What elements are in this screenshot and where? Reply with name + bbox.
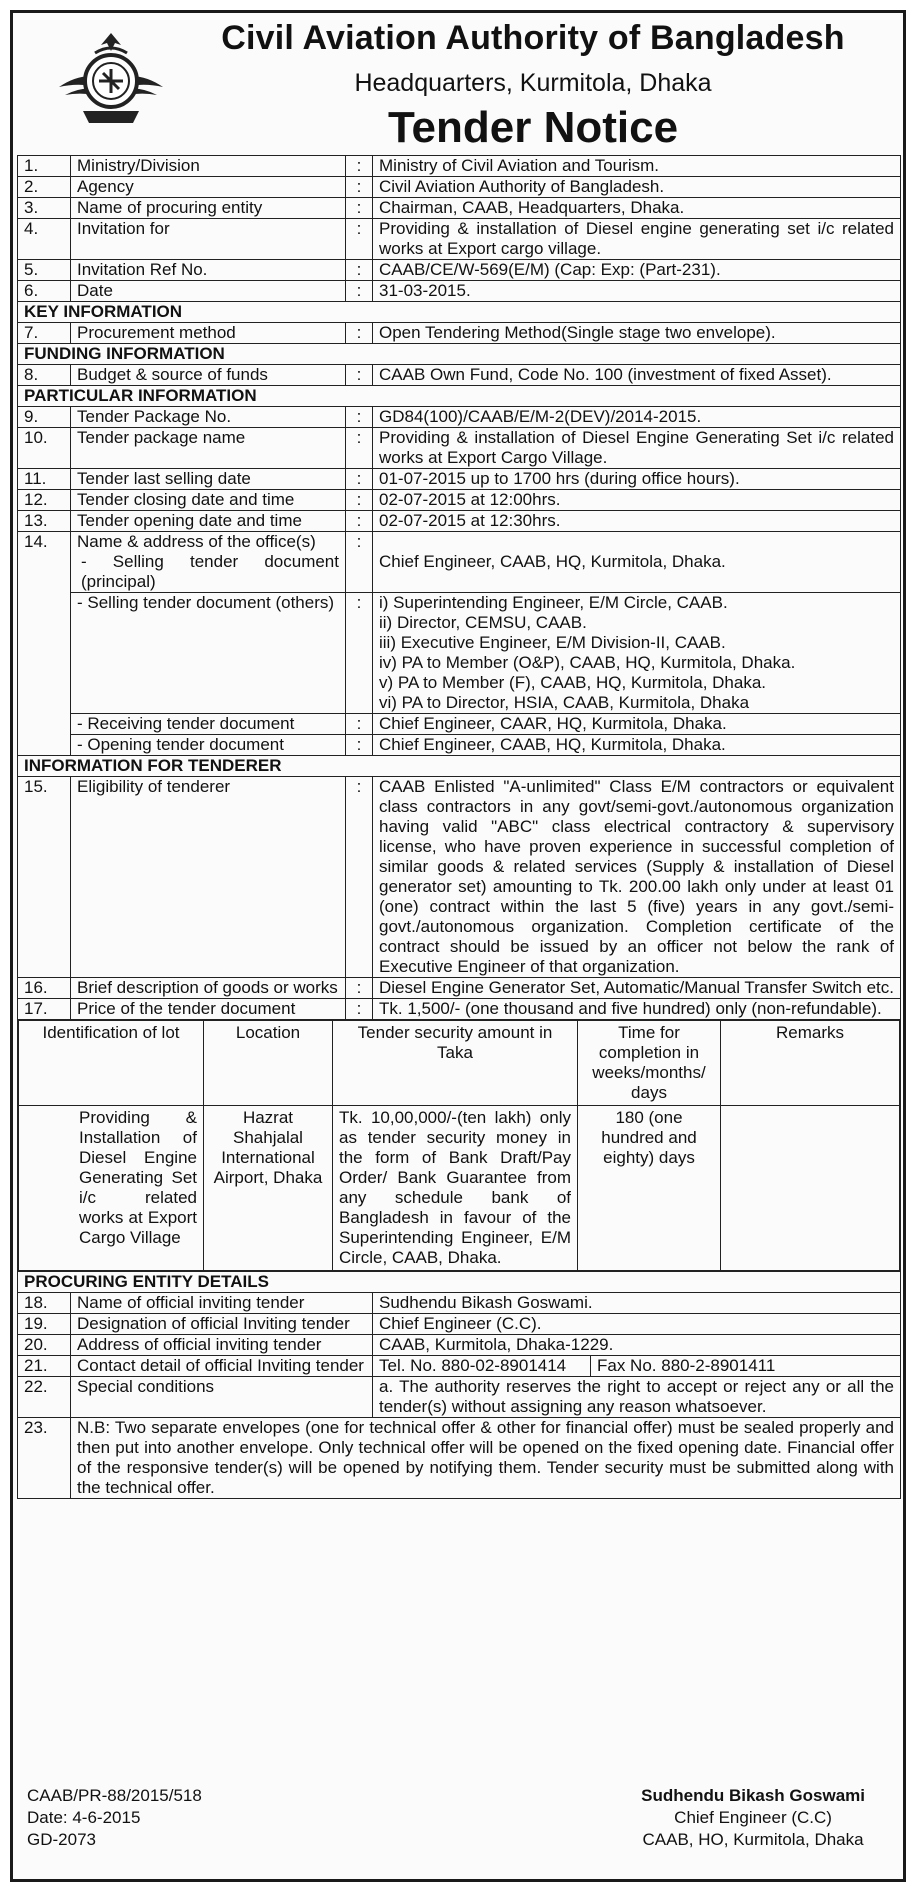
section-title: FUNDING INFORMATION	[18, 344, 901, 365]
lot-table-data-row	[19, 1106, 900, 1271]
row-label: Procurement method	[71, 323, 346, 344]
row-label: Agency	[71, 177, 346, 198]
reference-block	[27, 1785, 202, 1851]
row-value: Chief Engineer, CAAB, HQ, Kurmitola, Dhaka.	[373, 532, 901, 593]
table-row	[18, 1418, 901, 1499]
signatory-name: Sudhendu Bikash Goswami	[641, 1786, 865, 1805]
row-number: 19.	[18, 1314, 71, 1335]
row-value: Chief Engineer, CAAB, HQ, Kurmitola, Dhaka.	[373, 735, 901, 756]
list-item: vi) PA to Director, HSIA, CAAB, Kurmitola, Dhaka	[379, 693, 750, 712]
column-header: Tender security amount in Taka	[333, 1021, 578, 1106]
row-value: Open Tendering Method(Single stage two envelope).	[373, 323, 901, 344]
colon-separator: :	[346, 714, 373, 735]
table-row	[18, 1335, 901, 1356]
row-value: Ministry of Civil Aviation and Tourism.	[373, 156, 901, 177]
row-label: Tender package name	[71, 428, 346, 469]
colon-separator: :	[346, 999, 373, 1020]
table-row	[18, 999, 901, 1020]
tender-notice-page	[10, 10, 906, 1882]
lot-table-row	[18, 1020, 901, 1272]
table-row	[18, 323, 901, 344]
table-row	[18, 428, 901, 469]
nb-note: N.B: Two separate envelopes (one for technical offer & other for financial offer) must be sealed properly and then put into another envelope. Only technical offer will be opened on the fixed opening date. Financial offer of the responsive tender(s) will be opened by notifying them. Tender security must be submitted along with the technical offer.	[71, 1418, 901, 1499]
table-row	[18, 593, 901, 714]
row-label: - Opening tender document	[71, 735, 346, 756]
colon-separator: :	[346, 777, 373, 978]
column-header: Location	[204, 1021, 333, 1106]
row-label: Special conditions	[71, 1377, 373, 1418]
row-value: Chief Engineer (C.C).	[373, 1314, 901, 1335]
colon-separator: :	[346, 156, 373, 177]
row-label: Budget & source of funds	[71, 365, 346, 386]
row-label: Name of procuring entity	[71, 198, 346, 219]
row-number: 16.	[18, 978, 71, 999]
colon-separator: :	[346, 593, 373, 714]
office-address-label: Name & address of the office(s)	[77, 532, 316, 551]
table-row	[18, 407, 901, 428]
row-value: Diesel Engine Generator Set, Automatic/Manual Transfer Switch etc.	[373, 978, 901, 999]
table-row	[18, 1377, 901, 1418]
section-title: INFORMATION FOR TENDERER	[18, 756, 901, 777]
signature-block	[641, 1785, 865, 1851]
lot-security-amount: Tk. 10,00,000/-(ten lakh) only as tender security money in the form of Bank Draft/Pay Order/ Bank Guarantee from any schedule bank of Bangladesh in favour of the Superintending Engineer, E/M Circle, CAAB, Dhaka.	[333, 1106, 578, 1271]
row-number: 8.	[18, 365, 71, 386]
table-row	[18, 735, 901, 756]
colon-separator: :	[346, 219, 373, 260]
section-title: PARTICULAR INFORMATION	[18, 386, 901, 407]
row-label: Tender closing date and time	[71, 490, 346, 511]
section-heading-particular-information	[18, 386, 901, 407]
lot-table-cell	[18, 1020, 901, 1272]
row-number: 17.	[18, 999, 71, 1020]
row-number: 22.	[18, 1377, 71, 1418]
row-value: Sudhendu Bikash Goswami.	[373, 1293, 901, 1314]
section-heading-funding-information	[18, 344, 901, 365]
selling-others-label: - Selling tender document (others)	[71, 593, 346, 714]
column-header: Identification of lot	[19, 1021, 204, 1106]
section-title: PROCURING ENTITY DETAILS	[18, 1272, 901, 1293]
table-row	[18, 365, 901, 386]
row-number: 6.	[18, 281, 71, 302]
notice-footer	[21, 1779, 895, 1875]
row-label: Tender last selling date	[71, 469, 346, 490]
colon-separator: :	[346, 365, 373, 386]
row-label	[71, 532, 346, 593]
table-row	[18, 978, 901, 999]
lot-remarks	[721, 1106, 900, 1271]
row-value: Chief Engineer, CAAR, HQ, Kurmitola, Dhaka.	[373, 714, 901, 735]
row-number: 1.	[18, 156, 71, 177]
row-number: 15.	[18, 777, 71, 978]
colon-separator: :	[346, 428, 373, 469]
table-row	[18, 156, 901, 177]
row-value: Chairman, CAAB, Headquarters, Dhaka.	[373, 198, 901, 219]
contact-details	[373, 1356, 901, 1377]
lot-table-header	[19, 1021, 900, 1106]
colon-separator: :	[346, 469, 373, 490]
table-row	[18, 511, 901, 532]
list-item: ii) Director, CEMSU, CAAB.	[379, 613, 587, 632]
table-row	[18, 714, 901, 735]
row-value: 02-07-2015 at 12:30hrs.	[373, 511, 901, 532]
selling-others-list	[373, 593, 901, 714]
row-label: Eligibility of tenderer	[71, 777, 346, 978]
list-item: iii) Executive Engineer, E/M Division-II, CAAB.	[379, 633, 726, 652]
row-value: 02-07-2015 at 12:00hrs.	[373, 490, 901, 511]
row-number: 2.	[18, 177, 71, 198]
row-label: Tender opening date and time	[71, 511, 346, 532]
telephone-number: Tel. No. 880-02-8901414	[373, 1356, 591, 1376]
table-row	[18, 177, 901, 198]
table-row	[18, 281, 901, 302]
row-label: Designation of official Inviting tender	[71, 1314, 373, 1335]
table-row	[18, 1314, 901, 1335]
row-number: 10.	[18, 428, 71, 469]
colon-separator: :	[346, 177, 373, 198]
row-label: Price of the tender document	[71, 999, 346, 1020]
colon-separator: :	[346, 490, 373, 511]
row-value: 31-03-2015.	[373, 281, 901, 302]
column-header: Time for completion in weeks/months/ days	[578, 1021, 721, 1106]
row-number: 14.	[18, 532, 71, 756]
table-row	[18, 490, 901, 511]
row-number: 7.	[18, 323, 71, 344]
table-row	[18, 219, 901, 260]
row-value: Providing & installation of Diesel Engine Generating Set i/c related works at Export Cargo Village.	[373, 428, 901, 469]
row-number: 18.	[18, 1293, 71, 1314]
contact-table	[373, 1356, 900, 1376]
row-number: 11.	[18, 469, 71, 490]
column-header: Remarks	[721, 1021, 900, 1106]
fax-number: Fax No. 880-2-8901411	[597, 1356, 776, 1375]
selling-principal-label: - Selling tender document (principal)	[81, 552, 339, 591]
table-row	[18, 1356, 901, 1377]
row-number: 23.	[18, 1418, 71, 1499]
issue-date: Date: 4-6-2015	[27, 1808, 141, 1827]
colon-separator: :	[346, 735, 373, 756]
row-label: Tender Package No.	[71, 407, 346, 428]
row-value: Providing & installation of Diesel engine generating set i/c related works at Export cargo village.	[373, 219, 901, 260]
gd-number: GD-2073	[27, 1830, 96, 1849]
lot-table	[18, 1020, 900, 1271]
page-title: Civil Aviation Authority of Bangladesh	[221, 19, 845, 57]
lot-location: Hazrat Shahjalal International Airport, Dhaka	[204, 1106, 333, 1271]
notice-header	[13, 13, 903, 161]
row-value: Tk. 1,500/- (one thousand and five hundred) only (non-refundable).	[373, 999, 901, 1020]
lot-completion-time: 180 (one hundred and eighty) days	[578, 1106, 721, 1271]
row-number: 4.	[18, 219, 71, 260]
reference-number: CAAB/PR-88/2015/518	[27, 1786, 202, 1805]
page-subtitle: Headquarters, Kurmitola, Dhaka	[354, 69, 712, 97]
row-number: 9.	[18, 407, 71, 428]
list-item: i) Superintending Engineer, E/M Circle, CAAB.	[379, 593, 728, 612]
row-number: 5.	[18, 260, 71, 281]
row-number: 13.	[18, 511, 71, 532]
table-row	[18, 532, 901, 593]
row-label: Name of official inviting tender	[71, 1293, 373, 1314]
row-label: Brief description of goods or works	[71, 978, 346, 999]
colon-separator: :	[346, 978, 373, 999]
colon-separator: :	[346, 511, 373, 532]
row-value: 01-07-2015 up to 1700 hrs (during office hours).	[373, 469, 901, 490]
colon-separator: :	[346, 323, 373, 344]
row-number: 20.	[18, 1335, 71, 1356]
row-value: CAAB, Kurmitola, Dhaka-1229.	[373, 1335, 901, 1356]
row-value: CAAB/CE/W-569(E/M) (Cap: Exp: (Part-231).	[373, 260, 901, 281]
section-title: KEY INFORMATION	[18, 302, 901, 323]
row-label: Invitation for	[71, 219, 346, 260]
colon-separator: :	[346, 407, 373, 428]
colon-separator: :	[346, 532, 373, 593]
table-row	[18, 260, 901, 281]
notice-heading: Tender Notice	[387, 103, 679, 152]
row-label: Invitation Ref No.	[71, 260, 346, 281]
row-label: Address of official inviting tender	[71, 1335, 373, 1356]
row-value: GD84(100)/CAAB/E/M-2(DEV)/2014-2015.	[373, 407, 901, 428]
colon-separator: :	[346, 198, 373, 219]
signatory-address: CAAB, HO, Kurmitola, Dhaka	[642, 1830, 864, 1849]
row-number: 12.	[18, 490, 71, 511]
row-label: Contact detail of official Inviting tender	[71, 1356, 373, 1377]
section-heading-key-information	[18, 302, 901, 323]
list-item: v) PA to Member (F), CAAB, HQ, Kurmitola, Dhaka.	[379, 673, 767, 692]
row-number: 3.	[18, 198, 71, 219]
section-heading-procuring-entity-details	[18, 1272, 901, 1293]
signatory-title: Chief Engineer (C.C)	[674, 1808, 832, 1827]
row-value: CAAB Own Fund, Code No. 100 (investment of fixed Asset).	[373, 365, 901, 386]
colon-separator: :	[346, 260, 373, 281]
row-label: - Receiving tender document	[71, 714, 346, 735]
colon-separator: :	[346, 281, 373, 302]
row-number: 21.	[18, 1356, 71, 1377]
row-label: Date	[71, 281, 346, 302]
row-value: Civil Aviation Authority of Bangladesh.	[373, 177, 901, 198]
lot-identification: Providing & Installation of Diesel Engine Generating Set i/c related works at Export Cargo Village	[19, 1106, 204, 1271]
tender-details-table	[17, 155, 901, 1499]
row-label: Ministry/Division	[71, 156, 346, 177]
table-row	[18, 469, 901, 490]
row-value: CAAB Enlisted "A-unlimited" Class E/M contractors or equivalent class contractors in any govt/semi-govt./autonomous organization having valid "ABC" class electrical contractory & supervisory license, who have proven experience in successful completion of similar goods & related services (Supply & installation of Diesel generator set) amounting to Tk. 200.00 lakh only under at least 01 (one) contract within the last 5 (five) years in any govt./semi-govt./autonomous organization. Completion certificate of the contract should be issued by an officer not below the rank of Executive Engineer of that organization.	[373, 777, 901, 978]
table-row	[18, 777, 901, 978]
row-value: a. The authority reserves the right to accept or reject any or all the tender(s) without assigning any reason whatsoever.	[373, 1377, 901, 1418]
list-item: iv) PA to Member (O&P), CAAB, HQ, Kurmitola, Dhaka.	[379, 653, 796, 672]
table-row	[18, 1293, 901, 1314]
table-row	[18, 198, 901, 219]
section-heading-information-for-tenderer	[18, 756, 901, 777]
